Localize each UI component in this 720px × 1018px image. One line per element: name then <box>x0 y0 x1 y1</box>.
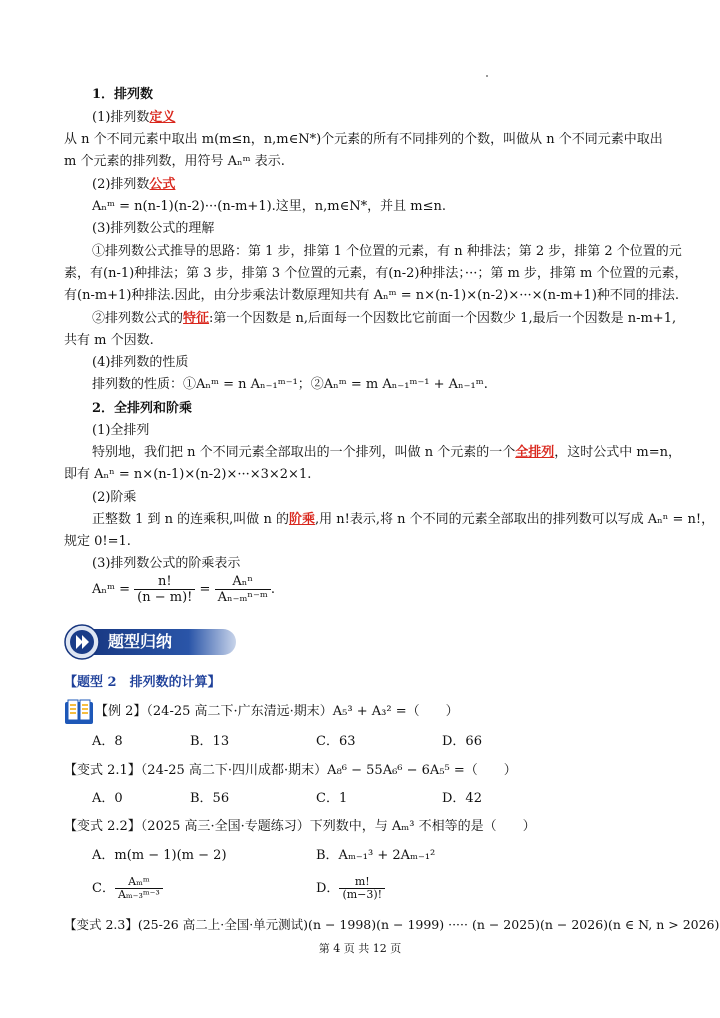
variant-2-1-option-b: B．56 <box>190 791 230 806</box>
properties-line: 排列数的性质：①Aₙᵐ = n Aₙ₋₁ᵐ⁻¹；②Aₙᵐ = m Aₙ₋₁ᵐ⁻¹ + Aₙ₋₁ᵐ. <box>92 377 488 392</box>
scan-dot <box>486 75 488 77</box>
banner-label: 题型归纳 <box>108 632 173 651</box>
feature-keyword: 特征 <box>183 311 210 326</box>
example-2-question: 【例 2】（24-25 高二下·广东清远·期末）A₅³ + A₃² =（ ） <box>95 704 459 719</box>
factorial-formula-heading: (3)排列数公式的阶乘表示 <box>92 556 241 571</box>
section-1-title: 1．排列数 <box>92 87 154 102</box>
fraction-2: $\frac{\text{Aₙⁿ}}{\text{Aₙ₋ₘⁿ⁻ᵐ}}$ <box>215 574 271 605</box>
formula-line: Aₙᵐ = n(n-1)(n-2)···(n-m+1).这里，n,m∈N*，并且 m≤n. <box>92 199 446 214</box>
definition-line-1: 从 n 个不同元素中取出 m(m≤n，n,m∈N*)个元素的所有不同排列的个数，叫做从 n 个不同元素中取出 <box>64 132 663 147</box>
definition-heading: (1)排列数定义 <box>92 110 176 125</box>
factorial-heading: (2)阶乘 <box>92 490 137 505</box>
variant-2-2-question: 【变式 2.2】（2025 高三·全国·专题练习）下列数中，与 Aₘ³ 不相等的是（ ） <box>64 819 536 834</box>
example-2-option-a: A．8 <box>92 734 123 749</box>
factorial-line-2: 规定 0!=1. <box>64 534 131 549</box>
formula-keyword: 公式 <box>149 177 176 192</box>
variant-2-2-option-c: C． $\frac{\text{Aₘᵐ}}{\text{Aₘ₋₃ᵐ⁻³}}$ <box>92 876 163 901</box>
understanding-heading: (3)排列数公式的理解 <box>92 221 215 236</box>
variant-2-1-option-d: D．42 <box>442 791 482 806</box>
understanding-1-line-3: 有(n-m+1)种排法.因此，由分步乘法计数原理知共有 Aₙᵐ = n×(n-1)×(n-2)×···×(n-m+1)种不同的排法. <box>64 288 680 303</box>
definition-keyword: 定义 <box>149 110 176 125</box>
variant-2-3-question: 【变式 2.3】(25-26 高二上·全国·单元测试)(n − 1998)(n − 1999) ····· (n − 2025)(n − 2026)(n ∈ N, n > 2026) <box>64 917 720 932</box>
understanding-2-line-2: 共有 m 个因数. <box>64 333 154 348</box>
factorial-line-1: 正整数 1 到 n 的连乘积,叫做 n 的阶乘,用 n!表示,将 n 个不同的元素全部取出的排列数可以写成 Aₙⁿ = n!， <box>92 512 715 527</box>
full-permutation-line-1: 特别地，我们把 n 个不同元素全部取出的一个排列，叫做 n 个元素的一个全排列，这时公式中 m=n， <box>92 445 682 460</box>
question-type-2-heading: 【题型 2 排列数的计算】 <box>64 675 221 690</box>
variant-2-2-option-d: D． $\frac{m!}{(m-3)!}$ <box>316 876 385 901</box>
factorial-formula: Aₙᵐ = $\frac{n!}{(n - m)!}$ = $\frac{\text{Aₙⁿ}}{\text{Aₙ₋ₘⁿ⁻ᵐ}}$ . <box>92 574 276 605</box>
properties-heading: (4)排列数的性质 <box>92 355 189 370</box>
variant-2-1-option-a: A．0 <box>92 791 123 806</box>
example-2-option-c: C．63 <box>316 734 356 749</box>
understanding-1-line-2: 素，有(n-1)种排法；第 3 步，排第 3 个位置的元素，有(n-2)种排法；···；第 m 步，排第 m 个位置的元素， <box>64 266 688 281</box>
variant-2-1-question: 【变式 2.1】（24-25 高二下·四川成都·期末）A₈⁶ − 55A₆⁶ − 6A₅⁵ =（ ） <box>64 763 517 778</box>
variant-2-2-option-b: B．Aₘ₋₁³ + 2Aₘ₋₁² <box>316 848 436 863</box>
example-2-option-b: B．13 <box>190 734 230 749</box>
definition-line-2: m 个元素的排列数，用符号 Aₙᵐ 表示. <box>64 154 285 169</box>
factorial-keyword: 阶乘 <box>288 512 315 527</box>
section-2-title: 2．全排列和阶乘 <box>92 401 193 416</box>
formula-heading: (2)排列数公式 <box>92 177 176 192</box>
variant-2-2-option-a: A．m(m − 1)(m − 2) <box>92 848 227 863</box>
page-footer: 第 4 页 共 12 页 <box>318 942 402 955</box>
full-permutation-line-2: 即有 Aₙⁿ = n×(n-1)×(n-2)×···×3×2×1. <box>64 467 312 482</box>
variant-2-1-option-c: C．1 <box>316 791 348 806</box>
fraction-1: $\frac{n!}{(n - m)!}$ <box>134 574 195 605</box>
understanding-1-line-1: ①排列数公式推导的思路：第 1 步，排第 1 个位置的元素，有 n 种排法；第 2 步，排第 2 个位置的元 <box>92 244 682 259</box>
full-permutation-heading: (1)全排列 <box>92 423 150 438</box>
full-permutation-keyword: 全排列 <box>515 445 555 460</box>
book-icon <box>64 698 94 726</box>
example-2-option-d: D．66 <box>442 734 482 749</box>
understanding-2-line-1: ②排列数公式的特征:第一个因数是 n,后面每一个因数比它前面一个因数少 1,最后一个因数是 n-m+1, <box>92 311 677 326</box>
question-types-banner <box>64 624 236 660</box>
